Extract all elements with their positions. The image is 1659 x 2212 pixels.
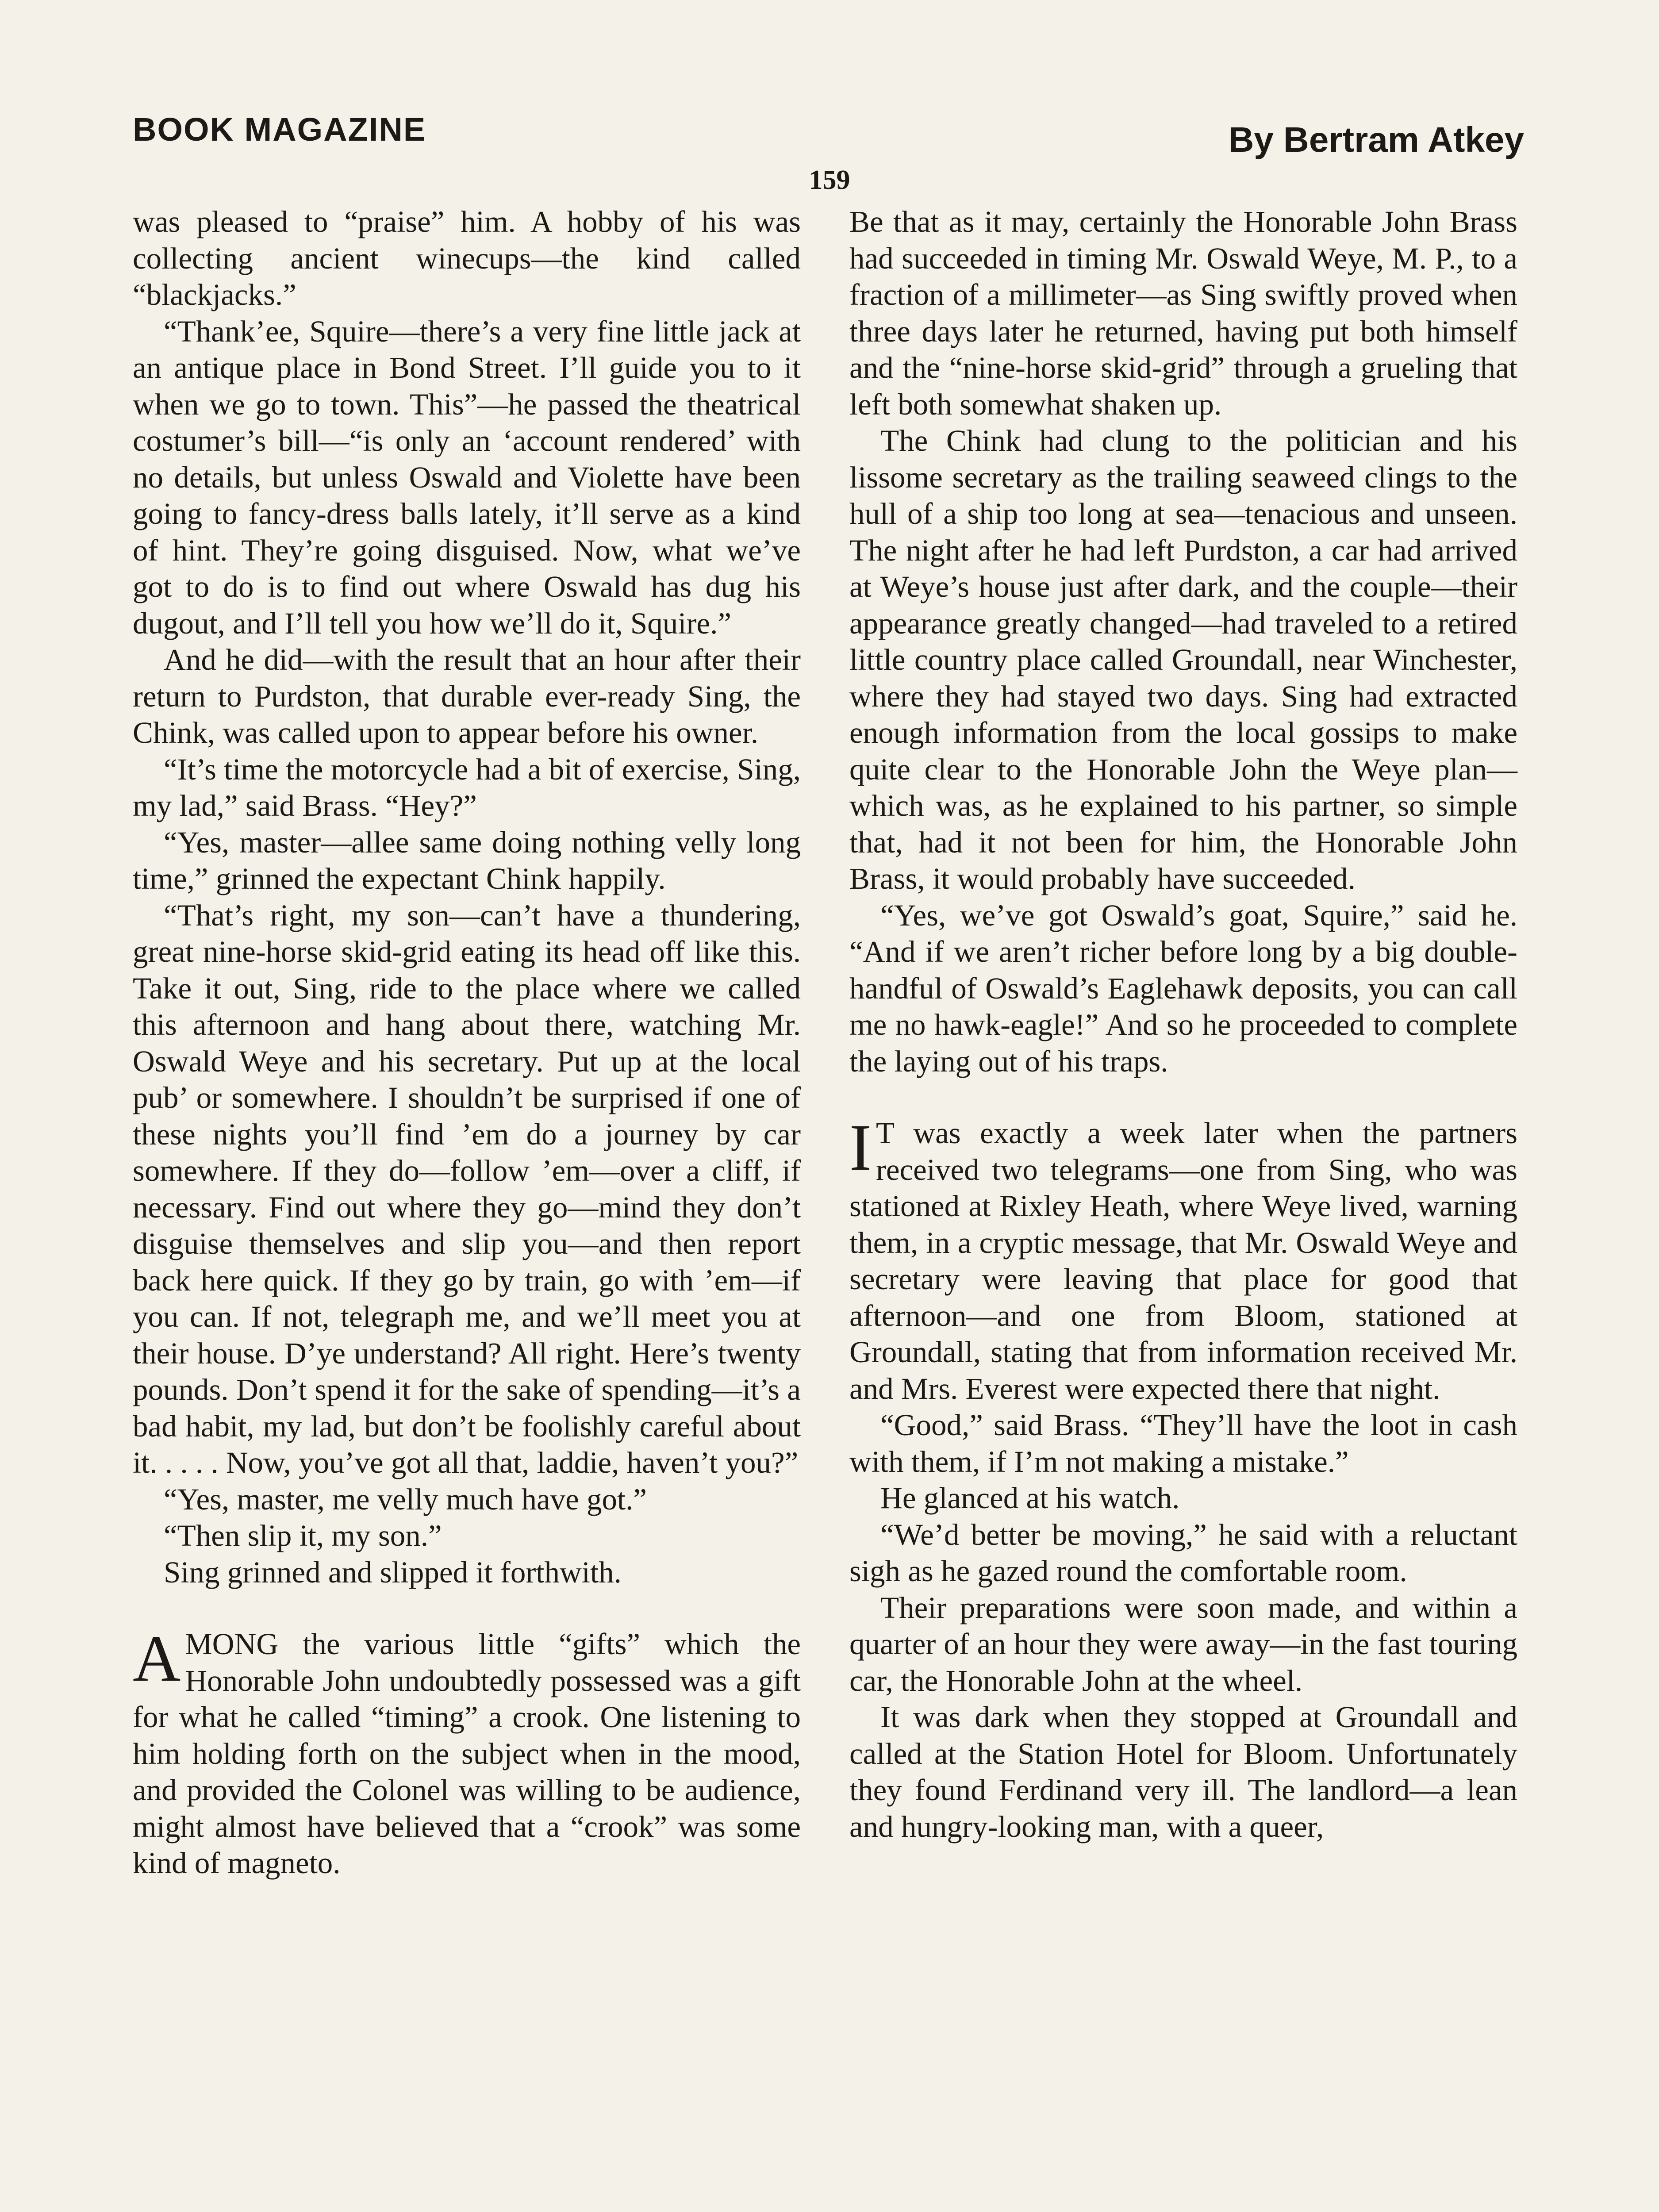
paragraph: It was dark when they stopped at Groundall and called at the Station Hotel for Bloom. Unfortunately they found Ferdinand very ill. The landlord—a lean and hungry-looking man, with a queer, bbox=[849, 1700, 1517, 1843]
paragraph: “Yes, master, me velly much have got.” bbox=[164, 1482, 647, 1516]
paragraph: The Chink had clung to the politician and his lissome secretary as the trailing seaweed clings to the hull of a ship too long at sea—tenacious and unseen. The night after he had left Purdston, a car had arrived at Weye’s house just after dark, and the couple—their appearance greatly changed—had traveled to a retired little country place called Groundall, near Winchester, where they had stayed two days. Sing had extracted enough information from the local gossips to make quite clear to the Honorable John the Weye plan—which was, as he explained to his partner, so simple that, had it not been for him, the Honorable John Brass, it would probably have succeeded. bbox=[849, 424, 1517, 895]
author-byline: By Bertram Atkey bbox=[1228, 120, 1524, 159]
drop-cap: A bbox=[133, 1622, 181, 1695]
paragraph: “We’d better be moving,” he said with a reluctant sigh as he gazed round the comfortable room. bbox=[849, 1517, 1517, 1588]
paragraph: Their preparations were soon made, and within a quarter of an hour they were away—in the fast touring car, the Honorable John at the wheel. bbox=[849, 1590, 1517, 1697]
page-number: 159 bbox=[809, 165, 850, 195]
section-text: MONG the various little “gifts” which the Honorable John undoubtedly possessed was a gift for what he called “timing” a crook. One listening to him holding forth on the subject when in the mood, and provided the Colonel was willing to be audience, might almost have believed that a “crook” was some kind of magneto. bbox=[133, 1627, 801, 1880]
left-column bbox=[133, 204, 801, 1882]
right-column bbox=[849, 204, 1517, 1845]
paragraph: “Good,” said Brass. “They’ll have the loot in cash with them, if I’m not making a mistake.” bbox=[849, 1408, 1517, 1479]
paragraph: “Yes, we’ve got Oswald’s goat, Squire,” said he. “And if we aren’t richer before long by a big double-handful of Oswald’s Eaglehawk deposits, you can call me no hawk-eagle!” And so he proceeded to complete the laying out of his traps. bbox=[849, 898, 1517, 1078]
paragraph: “It’s time the motorcycle had a bit of exercise, Sing, my lad,” said Brass. “Hey?” bbox=[133, 752, 801, 822]
paragraph: And he did—with the result that an hour after their return to Purdston, that durable ever-ready Sing, the Chink, was called upon to appear before his owner. bbox=[133, 643, 801, 749]
paragraph: was pleased to “praise” him. A hobby of his was collecting ancient winecups—the kind called “blackjacks.” bbox=[133, 205, 801, 311]
section-paragraph bbox=[849, 1111, 1517, 1407]
section-paragraph bbox=[133, 1622, 801, 1882]
paragraph: “Thank’ee, Squire—there’s a very fine little jack at an antique place in Bond Street. I’ll guide you to it when we go to town. This”—he passed the theatrical costumer’s bill—“is only an ‘account rendered’ with no details, but unless Oswald and Violette have been going to fancy-dress balls lately, it’ll serve as a kind of hint. They’re going disguised. Now, what we’ve got to do is to find out where Oswald has dug his dugout, and I’ll tell you how we’ll do it, Squire.” bbox=[133, 314, 801, 640]
paragraph: “Yes, master—allee same doing nothing velly long time,” grinned the expectant Chink happily. bbox=[133, 825, 801, 895]
paragraph: Be that as it may, certainly the Honorable John Brass had succeeded in timing Mr. Oswald Weye, M. P., to a fraction of a millimeter—as Sing swiftly proved when three days later he returned, having put both himself and the “nine-horse skid-grid” through a grueling that left both somewhat shaken up. bbox=[849, 205, 1517, 421]
section-text: T was exactly a week later when the partners received two telegrams—one from Sing, who was stationed at Rixley Heath, where Weye lived, warning them, in a cryptic message, that Mr. Oswald Weye and secretary were leaving that place for good that afternoon—and one from Bloom, stationed at Groundall, stating that from information received Mr. and Mrs. Everest were expected there that night. bbox=[849, 1116, 1517, 1406]
paragraph: “Then slip it, my son.” bbox=[164, 1519, 442, 1552]
magazine-title: BOOK MAGAZINE bbox=[133, 111, 426, 148]
paragraph: “That’s right, my son—can’t have a thundering, great nine-horse skid-grid eating its head off like this. Take it out, Sing, ride to the place where we called this afternoon and hang about there, watching Mr. Oswald Weye and his secretary. Put up at the local pub’ or somewhere. I shouldn’t be surprised if one of these nights you’ll find ’em do a journey by car somewhere. If they do—follow ’em—over a cliff, if necessary. Find out where they go—mind they don’t disguise themselves and slip you—and then report back here quick. If they go by train, go with ’em—if you can. If not, telegraph me, and we’ll meet you at their house. D’ye understand? All right. Here’s twenty pounds. Don’t spend it for the sake of spending—it’s a bad habit, my lad, but don’t be foolishly careful about it. . . . . Now, you’ve got all that, laddie, haven’t you?” bbox=[133, 898, 801, 1479]
paragraph: Sing grinned and slipped it forthwith. bbox=[164, 1555, 622, 1589]
drop-cap: I bbox=[849, 1111, 872, 1184]
paragraph: He glanced at his watch. bbox=[880, 1481, 1180, 1515]
